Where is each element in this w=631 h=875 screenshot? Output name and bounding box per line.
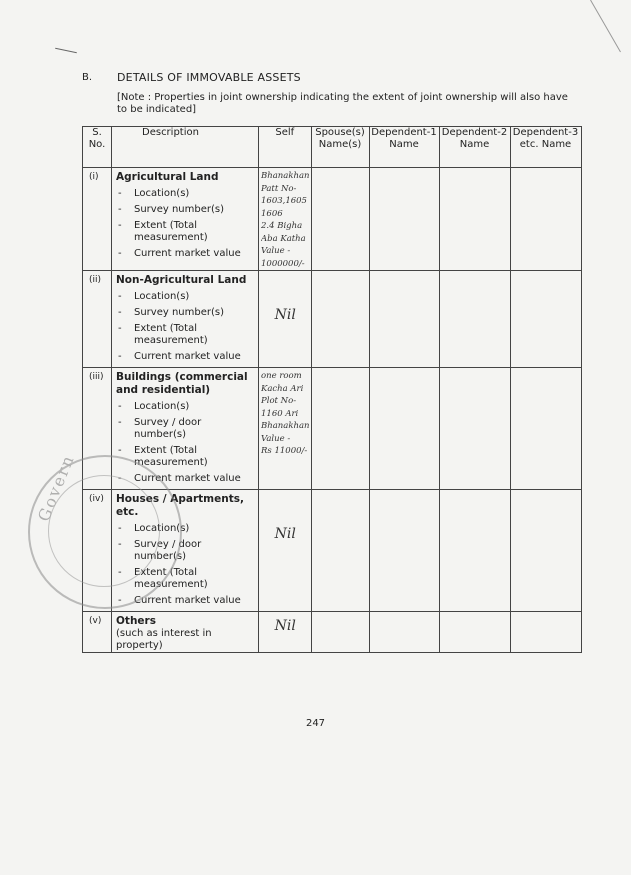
- list-item: - Current market value: [116, 351, 254, 363]
- row-category: Agricultural Land: [116, 171, 219, 183]
- list-item: - Extent (Total measurement): [116, 323, 254, 347]
- row-dependent-2-value: [439, 490, 510, 612]
- row-spouse-value: [311, 168, 369, 271]
- row-description: [112, 490, 259, 612]
- row-sno: (iii): [83, 368, 112, 490]
- row-description: [112, 368, 259, 490]
- section-title: DETAILS OF IMMOVABLE ASSETS: [117, 71, 301, 84]
- header-self: Self: [259, 127, 312, 168]
- handwritten-line: 1603,1605: [261, 196, 307, 206]
- row-dependent-3-value: [510, 490, 581, 612]
- row-dependent-1-value: [369, 490, 439, 612]
- handwritten-line: Bhanakhan: [261, 421, 310, 431]
- header-sno: S. No.: [83, 127, 112, 168]
- table-header-row: [83, 127, 582, 168]
- table-row-others: [83, 612, 582, 653]
- table-row-agricultural-land: [83, 168, 582, 271]
- list-item: - Extent (Total measurement): [116, 220, 254, 244]
- header-dependent-1: Dependent-1 Name: [369, 127, 439, 168]
- list-item: - Survey number(s): [116, 307, 254, 319]
- row-self-value: [259, 612, 312, 653]
- row-self-value: [259, 368, 312, 490]
- row-description: [112, 168, 259, 271]
- row-description: [112, 612, 259, 653]
- section-letter: B.: [82, 72, 93, 83]
- row-description: [112, 271, 259, 368]
- row-self-value: [259, 271, 312, 368]
- row-dependent-3-value: [510, 612, 581, 653]
- row-dependent-3-value: [510, 168, 581, 271]
- table-row-non-agricultural-land: [83, 271, 582, 368]
- handwritten-line: Plot No-: [261, 396, 297, 406]
- table-row-houses-apartments: [83, 490, 582, 612]
- handwritten-line: Bhanakhan: [261, 171, 310, 181]
- row-category: Non-Agricultural Land: [116, 274, 247, 286]
- row-dependent-1-value: [369, 271, 439, 368]
- header-description: Description: [112, 127, 259, 168]
- row-dependent-2-value: [439, 271, 510, 368]
- row-sno: (ii): [83, 271, 112, 368]
- row-sno: (iv): [83, 490, 112, 612]
- handwritten-nil: Nil: [274, 526, 296, 542]
- row-category: Others: [116, 615, 156, 627]
- row-dependent-2-value: [439, 168, 510, 271]
- list-item: - Current market value: [116, 473, 254, 485]
- row-self-value: [259, 490, 312, 612]
- row-dependent-2-value: [439, 368, 510, 490]
- handwritten-line: 1000000/-: [261, 258, 305, 269]
- list-item: - Survey / door number(s): [116, 417, 254, 441]
- list-item: - Current market value: [116, 595, 254, 607]
- handwritten-line: Value -: [261, 433, 291, 444]
- handwritten-nil: Nil: [274, 618, 296, 634]
- handwritten-line: 1160 Ari: [261, 408, 299, 419]
- section-note: [Note : Properties in joint ownership indicating the extent of joint ownership will also have to be indicated]: [117, 92, 568, 115]
- immovable-assets-table: [82, 126, 582, 653]
- list-item: - Extent (Total measurement): [116, 445, 254, 469]
- handwritten-line: Kacha Ari: [261, 383, 304, 394]
- row-dependent-1-value: [369, 168, 439, 271]
- scan-mark: [55, 48, 77, 54]
- row-spouse-value: [311, 271, 369, 368]
- list-item: - Survey number(s): [116, 204, 254, 216]
- handwritten-line: Aba Katha: [261, 233, 306, 244]
- seal-lettering: Govern: [34, 451, 79, 525]
- row-dependent-2-value: [439, 612, 510, 653]
- handwritten-line: 2.4 Bigha: [261, 221, 303, 231]
- scan-line: [590, 0, 621, 52]
- header-dependent-2: Dependent-2 Name: [439, 127, 510, 168]
- handwritten-line: Rs 11000/-: [261, 446, 308, 456]
- row-spouse-value: [311, 490, 369, 612]
- handwritten-nil: Nil: [274, 307, 296, 323]
- page-number: 247: [305, 718, 326, 729]
- table-row-buildings: [83, 368, 582, 490]
- list-item: - Current market value: [116, 248, 254, 260]
- header-dependent-3: Dependent-3 etc. Name: [510, 127, 581, 168]
- row-sno: (i): [83, 168, 112, 271]
- handwritten-line: one room: [261, 371, 302, 381]
- handwritten-line: Patt No-: [261, 183, 297, 194]
- row-spouse-value: [311, 368, 369, 490]
- row-category: Houses / Apartments, etc.: [116, 493, 244, 518]
- row-spouse-value: [311, 612, 369, 653]
- handwritten-line: 1606: [261, 208, 283, 219]
- list-item: - Extent (Total measurement): [116, 567, 254, 591]
- list-item: - Location(s): [116, 401, 254, 413]
- list-item: - Location(s): [116, 188, 254, 200]
- row-dependent-1-value: [369, 612, 439, 653]
- row-sno: (v): [83, 612, 112, 653]
- row-self-value: [259, 168, 312, 271]
- row-category-detail: (such as interest in property): [116, 628, 212, 651]
- list-item: - Location(s): [116, 291, 254, 303]
- row-dependent-3-value: [510, 368, 581, 490]
- row-dependent-1-value: [369, 368, 439, 490]
- list-item: - Location(s): [116, 523, 254, 535]
- list-item: - Survey / door number(s): [116, 539, 254, 563]
- row-dependent-3-value: [510, 271, 581, 368]
- header-spouse: Spouse(s) Name(s): [311, 127, 369, 168]
- handwritten-line: Value -: [261, 246, 291, 256]
- row-category: Buildings (commercial and residential): [116, 371, 248, 396]
